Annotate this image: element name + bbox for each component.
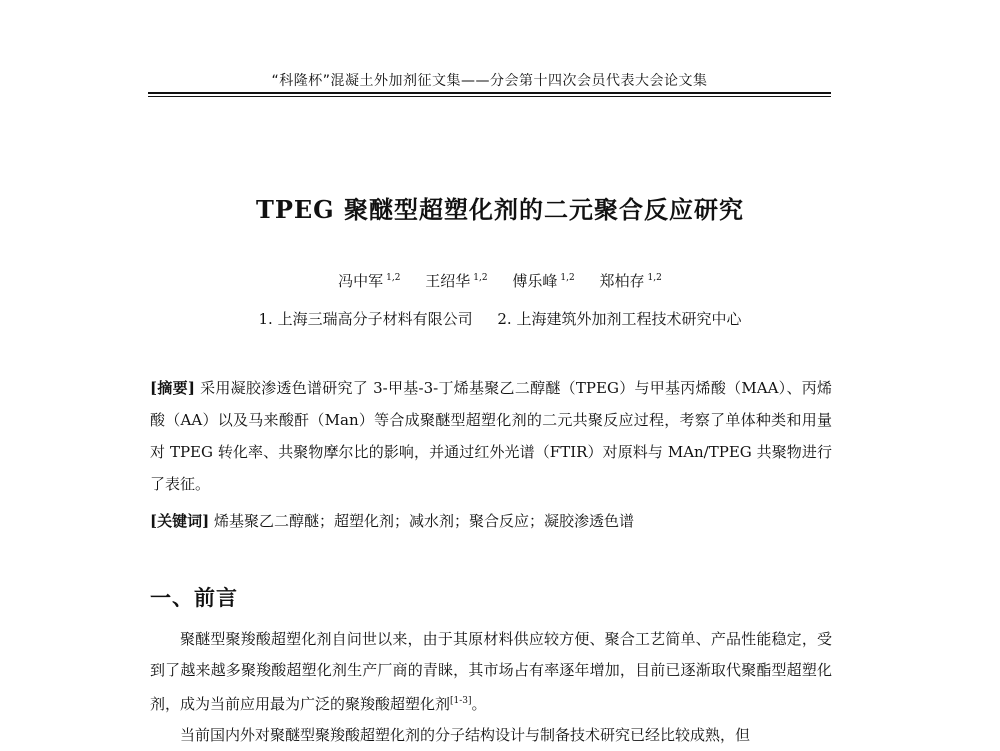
author-name: 王绍华	[425, 272, 471, 290]
citation-ref: [1-3]	[450, 696, 472, 706]
header-rule	[148, 92, 831, 94]
author-name: 郑柏存	[599, 272, 645, 290]
abstract-text: 采用凝胶渗透色谱研究了 3-甲基-3-丁烯基聚乙二醇醚（TPEG）与甲基丙烯酸（MAA）、丙烯酸（AA）以及马来酸酐（Man）等合成聚醚型超塑化剂的二元共聚反应过程，考察了单体种类和用量对 TPEG 转化率、共聚物摩尔比的影响，并通过红外光谱（FTIR）对原料与 MAn/TPEG 共聚物进行了表征。	[150, 379, 832, 493]
paragraph	[150, 624, 832, 720]
author	[338, 272, 400, 290]
running-header: “科隆杯”混凝土外加剂征文集——分会第十四次会员代表大会论文集	[271, 73, 708, 89]
affiliation: 2. 上海建筑外加剂工程技术研究中心	[497, 310, 742, 328]
paragraph-end: 。	[471, 695, 487, 713]
author-affil-mark: 1,2	[386, 273, 401, 283]
paragraph-text: 当前国内外对聚醚型聚羧酸超塑化剂的分子结构设计与制备技术研究已经比较成熟，但	[180, 726, 751, 744]
author-name: 冯中军	[338, 272, 384, 290]
header-rule-thin	[148, 96, 831, 97]
section-heading: 一、前言	[150, 586, 238, 610]
author-affil-mark: 1,2	[560, 273, 575, 283]
author-affil-mark: 1,2	[473, 273, 488, 283]
author	[600, 272, 662, 290]
author-list	[0, 270, 1000, 291]
abstract-label: [摘要]	[150, 379, 196, 397]
author	[425, 272, 487, 290]
keywords-text: 烯基聚乙二醇醚；超塑化剂；减水剂；聚合反应；凝胶渗透色谱	[213, 512, 634, 530]
affiliation-list	[0, 308, 1000, 329]
paper-title: TPEG 聚醚型超塑化剂的二元聚合反应研究	[255, 195, 745, 224]
paragraph-text: 聚醚型聚羧酸超塑化剂自问世以来，由于其原材料供应较方便、聚合工艺简单、产品性能稳定，受到了越来越多聚羧酸超塑化剂生产厂商的青睐，其市场占有率逐年增加，目前已逐渐取代聚酯型超塑化剂，成为当前应用最为广泛的聚羧酸超塑化剂	[150, 630, 832, 713]
keywords-label: [关键词]	[150, 512, 210, 530]
author	[512, 272, 574, 290]
author-name: 傅乐峰	[512, 272, 558, 290]
keywords	[150, 506, 832, 536]
abstract	[150, 372, 832, 500]
section-body	[150, 624, 832, 751]
author-affil-mark: 1,2	[647, 273, 662, 283]
affiliation: 1. 上海三瑞高分子材料有限公司	[258, 310, 473, 328]
paragraph	[150, 720, 832, 751]
